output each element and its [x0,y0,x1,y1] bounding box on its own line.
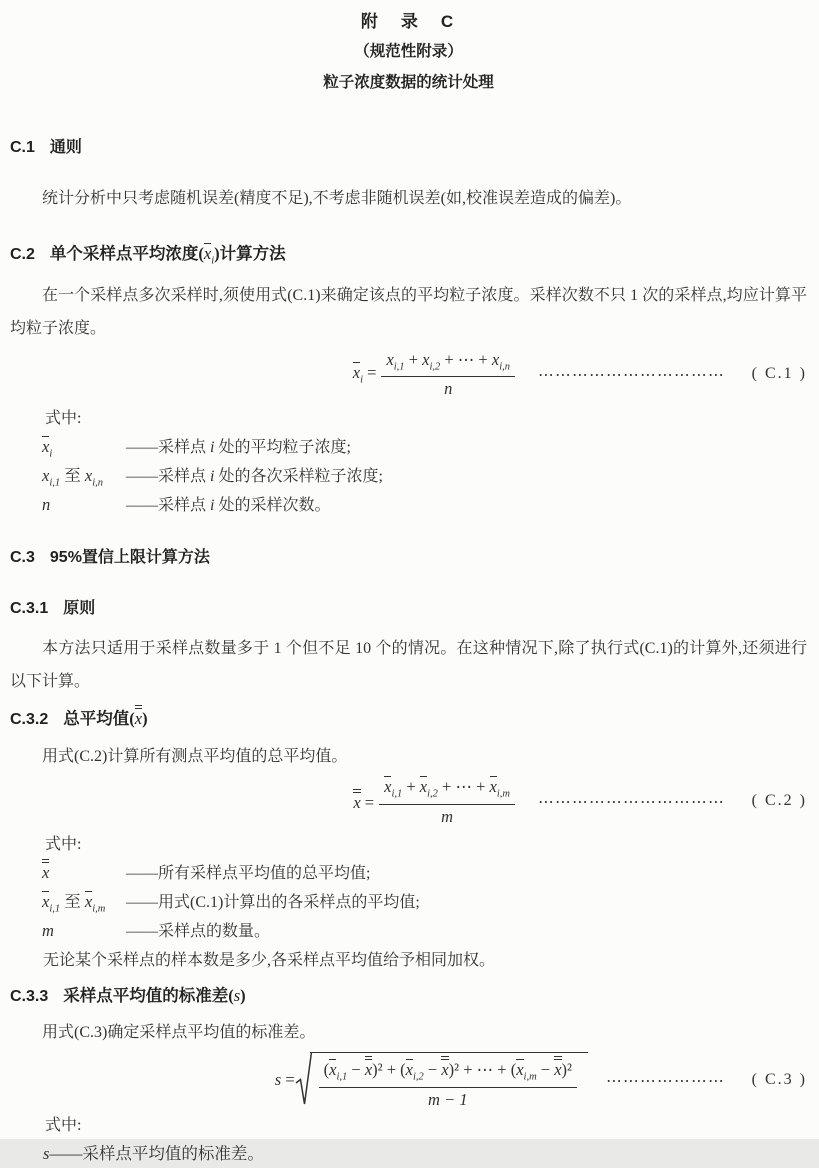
heading-c1 [10,136,807,160]
formula-c1 [10,347,807,401]
definition-row [42,888,807,917]
appendix-label: 附 录 C [360,12,457,31]
where-intro: 式中: [45,1116,82,1134]
heading-title: 采样点平均值的标准差(s) [63,986,246,1005]
where-intro: 式中: [45,410,82,427]
heading-title: 单个采样点平均浓度$(x_i)$计算方法 [49,244,286,267]
definition-desc: ——所有采样点平均值的总平均值; [126,865,371,882]
equal-weight-note: 无论某个采样点的样本数是多少,各采样点平均值给予相同加权。 [43,952,496,969]
where-intro: 式中: [45,836,82,853]
heading-c3 [10,546,807,570]
fraction [319,1055,577,1110]
definition-row [42,462,807,491]
definition-desc: ——用式(C.1)计算出的各采样点的平均值; [126,894,420,911]
definition-desc: ——采样点 i 处的平均粒子浓度; [126,439,351,456]
equation-label: ( C.1 ) [751,365,807,382]
heading-number: C.3.3 [10,988,49,1005]
equation-lhs: x = [353,789,374,813]
definition-s: s——采样点平均值的标准差。 [43,1143,264,1163]
definition-term: $x_i$ [42,437,53,460]
equation-label: ( C.2 ) [751,792,807,809]
paragraph-c33: 用式(C.3)确定采样点平均值的标准差。 [42,1024,316,1041]
definition-row [42,491,807,520]
section-c1 [10,136,807,215]
denominator: m − 1 [428,1089,468,1109]
definition-term: x [42,859,126,887]
formula-c2 [10,774,807,828]
section-c3 [10,546,807,1168]
heading-c33 [10,984,807,1009]
paragraph-c31: 本方法只适用于采样点数量多于 1 个但不足 10 个的情况。在这种情况下,除了执行式(C.1)的计算外,还须进行以下计算。 [10,640,807,690]
denominator: n [444,379,453,399]
denominator: m [441,806,454,826]
heading-number: C.2 [10,246,35,263]
numerator: $x_{i,1} + x_{i,2}$ + ⋯ + $x_{i,m}$ [379,775,515,805]
formula-c3 [10,1051,807,1110]
fraction [379,775,515,827]
appendix-type: （规范性附录） [354,43,463,60]
fraction [381,349,515,400]
paragraph-c2: 在一个采样点多次采样时,须使用式(C.1)来确定该点的平均粒子浓度。采样次数不只 1 次的采样点,均应计算平均粒子浓度。 [10,287,807,337]
equation-label: ( C.3 ) [751,1071,807,1089]
heading-c2 [10,242,807,267]
equation-c2 [353,775,520,827]
heading-title: 通则 [49,139,82,156]
dot-leader: ⋯⋯⋯⋯⋯⋯⋯⋯⋯⋯⋯ [538,364,725,384]
numerator: $x_{i,1} + x_{i,2}$ + ⋯ + $x_{i,n}$ [381,349,515,378]
heading-number: C.3 [10,549,35,566]
heading-title: 总平均值(x) [63,705,147,731]
definition-desc: ——采样点 i 处的各次采样粒子浓度; [126,468,383,485]
heading-title: 95%置信上限计算方法 [49,549,210,566]
definition-desc: ——采样点的数量。 [126,923,271,940]
paragraph-c1: 统计分析中只考虑随机误差(精度不足),不考虑非随机误差(如,校准误差造成的偏差)。 [42,190,632,207]
definition-term: $x_{i,1}$ 至 $x_{i,n}$ [42,466,103,489]
heading-number: C.1 [10,139,35,156]
section-c2 [10,242,807,520]
dot-leader: ⋯⋯⋯⋯⋯⋯⋯⋯⋯⋯⋯ [538,791,725,811]
heading-title: 原则 [63,600,96,617]
definition-term: n [42,495,51,514]
definition-row [42,433,807,462]
square-root [295,1051,588,1110]
doc-title-block [10,10,807,94]
dot-leader: ⋯⋯⋯⋯⋯⋯⋯ [606,1070,725,1090]
radicand [310,1052,588,1110]
heading-number: C.3.2 [10,711,49,728]
numerator: $(x_{i,1} - x)^2 + (x_{i,2} - x)^2$ + ⋯ + $(x_{i,m} - x)^2$ [319,1055,577,1088]
appendix-subject: 粒子浓度数据的统计处理 [323,74,494,91]
equation-lhs: $x_i$ = [352,363,377,386]
definition-row [42,917,807,946]
definition-row [42,859,807,888]
definition-desc: ——采样点 i 处的采样次数。 [126,497,331,514]
equation-c3 [275,1051,588,1110]
equation-lhs: s = [274,1070,295,1090]
heading-number: C.3.1 [10,600,49,617]
definition-term: m [42,921,54,940]
definition-term: $x_{i,1}$ 至 $x_{i,m}$ [42,892,106,915]
paragraph-c32: 用式(C.2)计算所有测点平均值的总平均值。 [42,748,348,765]
heading-c32 [10,705,807,732]
heading-c31 [10,597,807,621]
equation-c1 [353,349,520,400]
